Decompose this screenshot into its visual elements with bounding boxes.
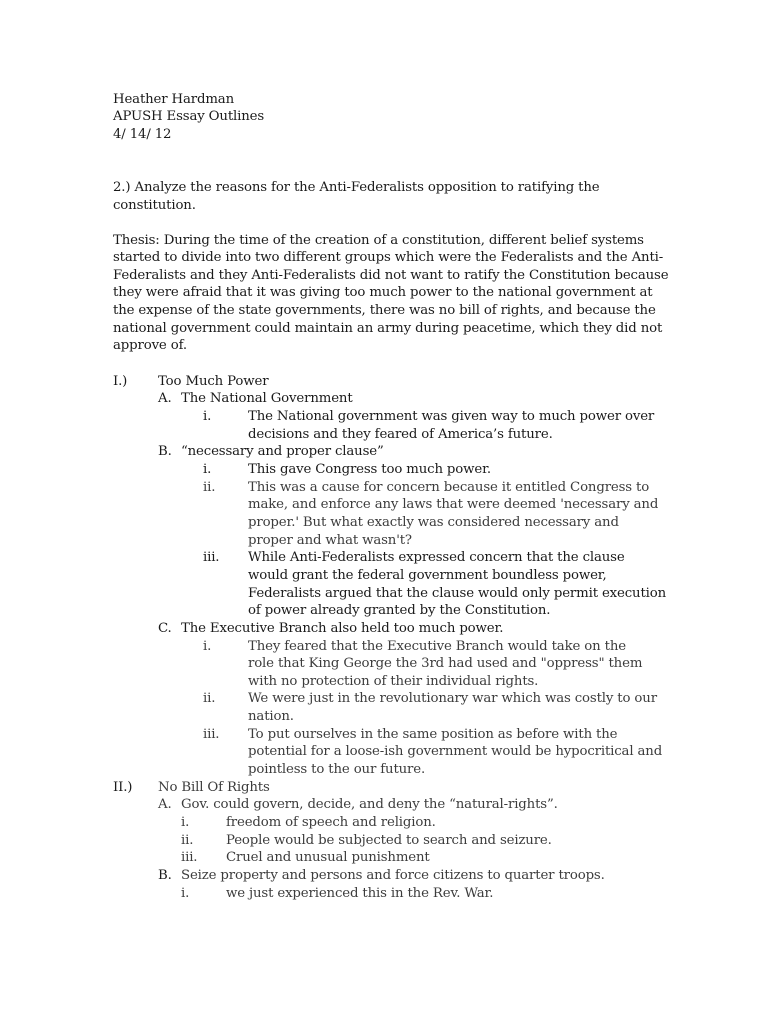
point-line: with no protection of their individual rights.: [248, 674, 539, 689]
point-line: To put ourselves in the same position as before with the: [248, 727, 618, 742]
point-line: freedom of speech and religion.: [226, 815, 436, 830]
point-line: potential for a loose-ish government would be hypocritical and: [248, 744, 663, 759]
section-title: Too Much Power: [158, 374, 269, 389]
point-label: i.: [203, 409, 212, 424]
point-line: role that King George the 3rd had used and "oppress" them: [248, 656, 643, 671]
subsection-label: B.: [158, 868, 172, 883]
point-line: proper and what wasn't?: [248, 533, 412, 548]
section-label: II.): [113, 780, 133, 795]
point-line: of power already granted by the Constitution.: [248, 603, 551, 618]
subsection-label: A.: [158, 797, 172, 812]
subsection-label: C.: [158, 621, 172, 636]
point-line: would grant the federal government boundless power,: [248, 568, 607, 583]
thesis-line: started to divide into two different groups which were the Federalists and the Anti-: [113, 250, 664, 265]
point-line: proper.' But what exactly was considered necessary and: [248, 515, 619, 530]
point-label: ii.: [181, 833, 194, 848]
thesis-line: national government could maintain an army during peacetime, which they did not: [113, 321, 663, 336]
point-line: This was a cause for concern because it entitled Congress to: [248, 480, 650, 495]
thesis-line: Federalists and they Anti-Federalists did not want to ratify the Constitution because: [113, 268, 669, 283]
point-line: nation.: [248, 709, 294, 724]
point-label: ii.: [203, 480, 216, 495]
thesis-line: the expense of the state governments, there was no bill of rights, and because the: [113, 303, 656, 318]
point-label: iii.: [203, 727, 220, 742]
thesis-line: they were afraid that it was giving too much power to the national government at: [113, 285, 653, 300]
section-label: I.): [113, 374, 128, 389]
point-label: i.: [203, 639, 212, 654]
point-line: decisions and they feared of America’s future.: [248, 427, 553, 442]
course-title: APUSH Essay Outlines: [113, 109, 265, 124]
thesis-line: Thesis: During the time of the creation of a constitution, different belief systems: [113, 233, 644, 248]
subsection-label: A.: [158, 391, 172, 406]
point-line: People would be subjected to search and seizure.: [226, 833, 552, 848]
point-line: we just experienced this in the Rev. War.: [226, 886, 494, 901]
prompt-line: constitution.: [113, 198, 196, 213]
point-line: They feared that the Executive Branch would take on the: [248, 639, 626, 654]
point-label: i.: [203, 462, 212, 477]
point-label: i.: [181, 886, 190, 901]
point-line: Federalists argued that the clause would only permit execution: [248, 586, 667, 601]
point-line: Cruel and unusual punishment: [226, 850, 430, 865]
point-label: iii.: [203, 550, 220, 565]
point-label: ii.: [203, 691, 216, 706]
subsection-label: B.: [158, 444, 172, 459]
point-line: We were just in the revolutionary war which was costly to our: [248, 691, 657, 706]
document-date: 4/ 14/ 12: [113, 127, 172, 142]
section-title: No Bill Of Rights: [158, 780, 270, 795]
point-label: iii.: [181, 850, 198, 865]
author-name: Heather Hardman: [113, 92, 234, 107]
subsection-title: The Executive Branch also held too much power.: [181, 621, 504, 636]
subsection-title: Seize property and persons and force citizens to quarter troops.: [181, 868, 605, 883]
subsection-title: The National Government: [181, 391, 353, 406]
point-line: The National government was given way to much power over: [248, 409, 655, 424]
subsection-title: Gov. could govern, decide, and deny the “natural-rights”.: [181, 797, 558, 812]
thesis-line: approve of.: [113, 338, 187, 353]
point-line: pointless to the our future.: [248, 762, 426, 777]
point-line: This gave Congress too much power.: [248, 462, 491, 477]
subsection-title: “necessary and proper clause”: [181, 444, 384, 459]
prompt-line: 2.) Analyze the reasons for the Anti-Federalists opposition to ratifying the: [113, 180, 600, 195]
point-label: i.: [181, 815, 190, 830]
point-line: make, and enforce any laws that were deemed 'necessary and: [248, 497, 659, 512]
point-line: While Anti-Federalists expressed concern that the clause: [248, 550, 625, 565]
